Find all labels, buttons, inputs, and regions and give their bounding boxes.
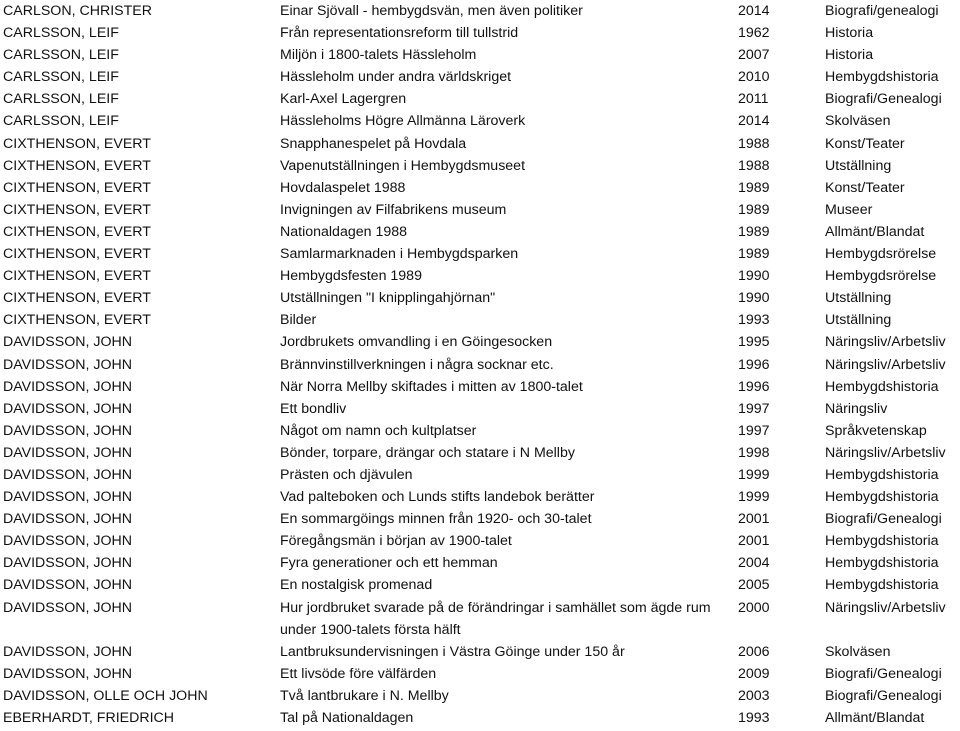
year-cell: 1996 [738, 378, 770, 395]
category-cell: Näringsliv [825, 400, 888, 417]
table-row [0, 442, 960, 464]
year-cell: 1989 [738, 246, 770, 263]
category-cell: Språkvetenskap [825, 422, 927, 439]
author-cell: DAVIDSSON, JOHN [3, 378, 133, 395]
category-cell: Allmänt/Blandat [825, 223, 925, 240]
author-cell: DAVIDSSON, OLLE OCH JOHN [3, 687, 208, 704]
table-row [0, 110, 960, 132]
author-cell: CIXTHENSON, EVERT [3, 268, 151, 285]
author-cell: CIXTHENSON, EVERT [3, 223, 151, 240]
category-cell: Konst/Teater [825, 179, 905, 196]
table-row [0, 574, 960, 596]
year-cell: 1997 [738, 422, 770, 439]
title-cell: Karl-Axel Lagergren [280, 91, 407, 108]
category-cell: Utställning [825, 290, 892, 307]
author-cell: DAVIDSSON, JOHN [3, 400, 133, 417]
title-cell: Tal på Nationaldagen [280, 710, 414, 726]
year-cell: 1998 [738, 444, 770, 461]
title-cell: Prästen och djävulen [280, 466, 413, 483]
category-cell: Hembygdsrörelse [825, 246, 937, 263]
category-cell: Hembygdshistoria [825, 489, 939, 506]
author-cell: CIXTHENSON, EVERT [3, 157, 151, 174]
year-cell: 1988 [738, 157, 770, 174]
title-cell: En nostalgisk promenad [280, 577, 433, 594]
category-cell: Skolväsen [825, 643, 891, 660]
title-cell: Invigningen av Filfabrikens museum [280, 201, 507, 218]
category-cell: Konst/Teater [825, 135, 905, 152]
title-cell: Föregångsmän i början av 1900-talet [280, 533, 512, 550]
category-cell: Hembygdshistoria [825, 378, 939, 395]
title-cell: Vapenutställningen i Hembygdsmuseet [280, 157, 526, 174]
table-row [0, 66, 960, 88]
year-cell: 1988 [738, 135, 770, 152]
category-cell: Allmänt/Blandat [825, 710, 925, 726]
table-row [0, 530, 960, 552]
category-cell: Näringsliv/Arbetsliv [825, 599, 946, 616]
title-cell: Hässleholm under andra världskriget [280, 69, 512, 86]
year-cell: 1990 [738, 290, 770, 307]
title-cell: När Norra Mellby skiftades i mitten av 1800-talet [280, 378, 583, 395]
year-cell: 2004 [738, 555, 770, 572]
author-cell: DAVIDSSON, JOHN [3, 334, 133, 351]
year-cell: 1993 [738, 710, 770, 726]
year-cell: 1997 [738, 400, 770, 417]
title-cell: Utställningen "I knipplingahjörnan" [280, 290, 496, 307]
table-row [0, 22, 960, 44]
category-cell: Museer [825, 201, 873, 218]
category-cell: Biografi/Genealogi [825, 91, 942, 108]
author-cell: CARLSON, CHRISTER [3, 3, 152, 19]
year-cell: 2001 [738, 511, 770, 528]
category-cell: Historia [825, 47, 874, 64]
title-cell: Hovdalaspelet 1988 [280, 179, 406, 196]
year-cell: 2014 [738, 113, 770, 130]
author-cell: CIXTHENSON, EVERT [3, 179, 151, 196]
category-cell: Skolväsen [825, 113, 891, 130]
table-row [0, 177, 960, 199]
table-row [0, 464, 960, 486]
title-cell: Från representationsreform till tullstrid [280, 25, 519, 42]
year-cell: 1989 [738, 179, 770, 196]
table-row [0, 376, 960, 398]
title-cell: Vad palteboken och Lunds stifts landebok berätter [280, 489, 595, 506]
table-row [0, 707, 960, 729]
year-cell: 1999 [738, 466, 770, 483]
year-cell: 2009 [738, 665, 770, 682]
title-cell: Fyra generationer och ett hemman [280, 555, 498, 572]
table-row [0, 221, 960, 243]
table-row [0, 354, 960, 376]
author-cell: CARLSSON, LEIF [3, 69, 119, 86]
author-cell: CIXTHENSON, EVERT [3, 312, 151, 329]
author-cell: DAVIDSSON, JOHN [3, 577, 133, 594]
title-cell: Nationaldagen 1988 [280, 223, 408, 240]
author-cell: CIXTHENSON, EVERT [3, 135, 151, 152]
category-cell: Historia [825, 25, 874, 42]
year-cell: 1989 [738, 223, 770, 240]
author-cell: DAVIDSSON, JOHN [3, 643, 133, 660]
table-row [0, 663, 960, 685]
title-cell: En sommargöings minnen från 1920- och 30-talet [280, 511, 592, 528]
author-cell: CIXTHENSON, EVERT [3, 201, 151, 218]
year-cell: 1999 [738, 489, 770, 506]
category-cell: Utställning [825, 312, 892, 329]
year-cell: 2000 [738, 599, 770, 616]
category-cell: Hembygdshistoria [825, 577, 939, 594]
author-cell: DAVIDSSON, JOHN [3, 533, 133, 550]
category-cell: Hembygdshistoria [825, 533, 939, 550]
author-cell: DAVIDSSON, JOHN [3, 599, 133, 616]
category-cell: Hembygdshistoria [825, 555, 939, 572]
year-cell: 1990 [738, 268, 770, 285]
category-cell: Näringsliv/Arbetsliv [825, 356, 946, 373]
table-row [0, 0, 960, 22]
category-cell: Biografi/genealogi [825, 3, 939, 19]
year-cell: 2010 [738, 69, 770, 86]
title-cell: Hässleholms Högre Allmänna Läroverk [280, 113, 526, 130]
table-row [0, 552, 960, 574]
year-cell: 2007 [738, 47, 770, 64]
author-cell: DAVIDSSON, JOHN [3, 489, 133, 506]
year-cell: 1993 [738, 312, 770, 329]
title-cell: Ett livsöde före välfärden [280, 665, 437, 682]
category-cell: Biografi/Genealogi [825, 665, 942, 682]
title-cell: Bönder, torpare, drängar och statare i N Mellby [280, 444, 575, 461]
category-cell: Näringsliv/Arbetsliv [825, 444, 946, 461]
title-cell: Två lantbrukare i N. Mellby [280, 687, 449, 704]
author-cell: CARLSSON, LEIF [3, 47, 119, 64]
title-cell: Samlarmarknaden i Hembygdsparken [280, 246, 519, 263]
category-cell: Hembygdshistoria [825, 466, 939, 483]
category-cell: Hembygdsrörelse [825, 268, 937, 285]
table-row [0, 265, 960, 287]
title-cell: Brännvinstillverkningen i några socknar etc. [280, 356, 554, 373]
title-cell: Einar Sjövall - hembygdsvän, men även politiker [280, 3, 583, 19]
year-cell: 2001 [738, 533, 770, 550]
year-cell: 2003 [738, 687, 770, 704]
year-cell: 1962 [738, 25, 770, 42]
title-cell: Något om namn och kultplatser [280, 422, 477, 439]
category-cell: Biografi/Genealogi [825, 511, 942, 528]
table-row [0, 420, 960, 442]
year-cell: 2006 [738, 643, 770, 660]
table-row [0, 199, 960, 221]
table-row [0, 398, 960, 420]
category-cell: Biografi/Genealogi [825, 687, 942, 704]
table-row [0, 486, 960, 508]
year-cell: 2014 [738, 3, 770, 19]
author-cell: DAVIDSSON, JOHN [3, 665, 133, 682]
title-cell: Bilder [280, 312, 317, 329]
author-cell: EBERHARDT, FRIEDRICH [3, 710, 175, 726]
year-cell: 2011 [738, 91, 769, 108]
author-cell: CIXTHENSON, EVERT [3, 246, 151, 263]
author-cell: DAVIDSSON, JOHN [3, 356, 133, 373]
table-row [0, 597, 960, 641]
year-cell: 1995 [738, 334, 770, 351]
table-row [0, 155, 960, 177]
title-cell: Ett bondliv [280, 400, 347, 417]
title-cell: Jordbrukets omvandling i en Göingesocken [280, 334, 553, 351]
category-cell: Utställning [825, 157, 892, 174]
table-row [0, 133, 960, 155]
table-row [0, 243, 960, 265]
year-cell: 1996 [738, 356, 770, 373]
table-row [0, 508, 960, 530]
title-cell: Hembygdsfesten 1989 [280, 268, 422, 285]
title-cell: Miljön i 1800-talets Hässleholm [280, 47, 477, 64]
table-row [0, 309, 960, 331]
table-row [0, 685, 960, 707]
author-cell: CARLSSON, LEIF [3, 91, 119, 108]
author-cell: DAVIDSSON, JOHN [3, 466, 133, 483]
year-cell: 1989 [738, 201, 770, 218]
author-cell: CARLSSON, LEIF [3, 25, 119, 42]
table-row [0, 88, 960, 110]
author-cell: CARLSSON, LEIF [3, 113, 119, 130]
table-row [0, 287, 960, 309]
year-cell: 2005 [738, 577, 770, 594]
author-cell: CIXTHENSON, EVERT [3, 290, 151, 307]
author-cell: DAVIDSSON, JOHN [3, 555, 133, 572]
title-cell: Lantbruksundervisningen i Västra Göinge under 150 år [280, 643, 625, 660]
table-row [0, 44, 960, 66]
author-cell: DAVIDSSON, JOHN [3, 422, 133, 439]
table-row [0, 641, 960, 663]
title-cell: Hur jordbruket svarade på de förändringar i samhället som ägde rum under 1900-talets första hälft [280, 599, 711, 638]
category-cell: Näringsliv/Arbetsliv [825, 334, 946, 351]
category-cell: Hembygdshistoria [825, 69, 939, 86]
title-cell: Snapphanespelet på Hovdala [280, 135, 467, 152]
author-cell: DAVIDSSON, JOHN [3, 444, 133, 461]
author-cell: DAVIDSSON, JOHN [3, 511, 133, 528]
table-row [0, 331, 960, 353]
